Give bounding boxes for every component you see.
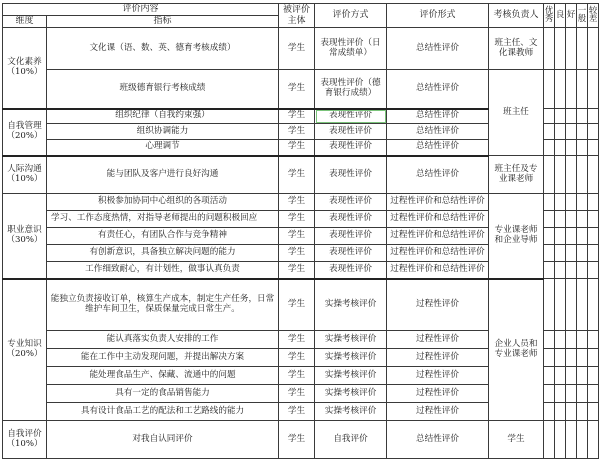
grade-cell[interactable] <box>588 156 599 194</box>
grade-cell[interactable] <box>577 421 588 459</box>
grade-cell[interactable] <box>577 70 588 109</box>
grade-cell[interactable] <box>566 70 577 109</box>
grade-cell[interactable] <box>544 331 555 349</box>
form-cell: 过程性评价和总结性评价 <box>387 194 489 211</box>
grade-cell[interactable] <box>555 228 566 245</box>
grade-cell[interactable] <box>577 279 588 331</box>
grade-cell[interactable] <box>588 70 599 109</box>
grade-cell[interactable] <box>555 262 566 279</box>
indicator-cell: 能独立负责接收订单，核算生产成本，制定生产任务，日常维护车间卫生，保质保量完成日常生产。 <box>47 279 279 331</box>
indicator-cell: 文化课（语、数、英、德育考核成绩） <box>47 28 279 70</box>
grade-excellent: 优秀 <box>544 4 554 24</box>
subject-cell: 学生 <box>279 385 315 403</box>
grade-cell[interactable] <box>555 109 566 124</box>
grade-cell[interactable] <box>566 262 577 279</box>
form-cell: 总结性评价 <box>387 140 489 156</box>
grade-cell[interactable] <box>577 211 588 228</box>
grade-cell[interactable] <box>577 156 588 194</box>
grade-cell[interactable] <box>544 70 555 109</box>
indicator-cell: 心理调节 <box>47 140 279 156</box>
header-subject: 被评价主体 <box>279 4 315 28</box>
grade-cell[interactable] <box>588 211 599 228</box>
indicator-cell: 学习、工作态度热情，对指导老师提出的问题积极回应 <box>47 211 279 228</box>
header-dimension: 维度 <box>3 16 47 28</box>
method-cell: 表现性评价 <box>315 211 387 228</box>
grade-cell[interactable] <box>566 228 577 245</box>
indicator-cell: 工作细致耐心，有计划性，做事认真负责 <box>47 262 279 279</box>
form-cell: 过程性评价 <box>387 385 489 403</box>
grade-cell[interactable] <box>566 124 577 140</box>
grade-cell[interactable] <box>566 156 577 194</box>
method-cell: 实操考核评价 <box>315 403 387 421</box>
grade-cell[interactable] <box>555 367 566 385</box>
grade-cell[interactable] <box>566 211 577 228</box>
indicator-cell: 能在工作中主动发现问题，并提出解决方案 <box>47 349 279 367</box>
grade-cell[interactable] <box>577 367 588 385</box>
grade-cell[interactable] <box>544 228 555 245</box>
grade-cell[interactable] <box>555 140 566 156</box>
indicator-cell: 能处理食品生产、保藏、流通中的问题 <box>47 367 279 385</box>
grade-cell[interactable] <box>555 194 566 211</box>
form-cell: 总结性评价 <box>387 109 489 124</box>
method-cell: 表现性评价 <box>315 194 387 211</box>
grade-cell[interactable] <box>566 403 577 421</box>
grade-cell[interactable] <box>544 109 555 124</box>
evaluation-table <box>2 3 599 459</box>
evaluation-sheet <box>2 3 598 473</box>
grade-cell[interactable] <box>588 331 599 349</box>
grade-average: 一般 <box>577 4 587 24</box>
method-cell: 表现性评价 <box>315 124 387 140</box>
indicator-cell: 能与团队及客户进行良好沟通 <box>47 156 279 194</box>
responsible-interpersonal: 班主任及专业课老师 <box>489 156 544 194</box>
dimension-self: 自我管理（20%） <box>3 109 47 156</box>
subject-cell: 学生 <box>279 28 315 70</box>
grade-cell[interactable] <box>588 245 599 262</box>
grade-cell[interactable] <box>566 194 577 211</box>
dimension-culture: 文化素养（10%） <box>3 28 47 109</box>
grade-cell[interactable] <box>588 262 599 279</box>
grade-cell[interactable] <box>588 385 599 403</box>
method-cell: 表现性评价 <box>315 245 387 262</box>
form-cell: 过程性评价和总结性评价 <box>387 228 489 245</box>
grade-cell[interactable] <box>555 124 566 140</box>
grade-cell[interactable] <box>566 28 577 70</box>
responsible-student: 学生 <box>489 421 544 459</box>
form-cell: 过程性评价和总结性评价 <box>387 245 489 262</box>
grade-cell[interactable] <box>577 140 588 156</box>
grade-cell[interactable] <box>588 228 599 245</box>
responsible-prof-awareness: 专业课老师和企业导师 <box>489 194 544 279</box>
header-indicator: 指标 <box>47 16 279 28</box>
grade-cell[interactable] <box>588 349 599 367</box>
grade-cell[interactable] <box>577 349 588 367</box>
indicator-cell: 有责任心，有团队合作与竞争精神 <box>47 228 279 245</box>
grade-cell[interactable] <box>577 28 588 70</box>
subject-cell: 学生 <box>279 228 315 245</box>
form-cell: 过程性评价 <box>387 367 489 385</box>
method-cell: 表现性评价 <box>315 156 387 194</box>
grade-cell[interactable] <box>566 421 577 459</box>
grade-cell[interactable] <box>555 279 566 331</box>
grade-cell[interactable] <box>588 194 599 211</box>
grade-cell[interactable] <box>588 279 599 331</box>
indicator-cell: 积极参加协同中心组织的各项活动 <box>47 194 279 211</box>
subject-cell: 学生 <box>279 211 315 228</box>
grade-cell[interactable] <box>566 385 577 403</box>
form-cell: 过程性评价和总结性评价 <box>387 262 489 279</box>
grade-cell[interactable] <box>588 124 599 140</box>
grade-cell[interactable] <box>577 331 588 349</box>
subject-cell: 学生 <box>279 194 315 211</box>
method-cell-selected[interactable]: 表现性评价 <box>315 109 387 124</box>
form-cell: 过程性评价和总结性评价 <box>387 211 489 228</box>
form-cell: 过程性评价 <box>387 279 489 331</box>
dimension-self-eval: 自我评价（10%） <box>3 421 47 459</box>
form-cell: 总结性评价 <box>387 156 489 194</box>
form-cell: 过程性评价 <box>387 331 489 349</box>
grade-cell[interactable] <box>588 140 599 156</box>
grade-cell[interactable] <box>544 349 555 367</box>
grade-cell[interactable] <box>588 403 599 421</box>
header-responsible: 考核负责人 <box>489 4 544 28</box>
method-cell: 实操考核评价 <box>315 385 387 403</box>
grade-cell[interactable] <box>577 403 588 421</box>
subject-cell: 学生 <box>279 279 315 331</box>
grade-cell[interactable] <box>588 421 599 459</box>
grade-cell[interactable] <box>555 385 566 403</box>
grade-cell[interactable] <box>577 385 588 403</box>
indicator-cell: 对我自认同评价 <box>47 421 279 459</box>
grade-cell[interactable] <box>555 70 566 109</box>
grade-cell[interactable] <box>588 367 599 385</box>
dimension-professional-awareness: 职业意识（30%） <box>3 194 47 279</box>
method-cell: 表现性评价 <box>315 228 387 245</box>
grade-cell[interactable] <box>555 403 566 421</box>
form-cell: 总结性评价 <box>387 70 489 109</box>
subject-cell: 学生 <box>279 367 315 385</box>
indicator-cell: 组织纪律（自我约束强） <box>47 109 279 124</box>
grade-cell[interactable] <box>566 140 577 156</box>
grade-cell[interactable] <box>544 140 555 156</box>
grade-cell[interactable] <box>577 194 588 211</box>
grade-good: 良 <box>555 9 565 20</box>
grade-cell[interactable] <box>544 403 555 421</box>
subject-cell: 学生 <box>279 124 315 140</box>
grade-cell[interactable] <box>544 245 555 262</box>
indicator-cell: 班级德育银行考核成绩 <box>47 70 279 109</box>
grade-cell[interactable] <box>566 367 577 385</box>
grade-cell[interactable] <box>544 367 555 385</box>
method-cell: 实操考核评价 <box>315 367 387 385</box>
subject-cell: 学生 <box>279 140 315 156</box>
method-cell: 表现性评价 <box>315 262 387 279</box>
grade-cell[interactable] <box>544 194 555 211</box>
grade-cell[interactable] <box>566 109 577 124</box>
grade-cell[interactable] <box>544 211 555 228</box>
grade-poor: 较差 <box>588 4 598 24</box>
grade-cell[interactable] <box>555 349 566 367</box>
grade-cell[interactable] <box>555 331 566 349</box>
grade-cell[interactable] <box>555 211 566 228</box>
subject-cell: 学生 <box>279 156 315 194</box>
indicator-cell: 组织协调能力 <box>47 124 279 140</box>
grade-cell[interactable] <box>588 28 599 70</box>
grade-cell[interactable] <box>544 279 555 331</box>
grade-cell[interactable] <box>588 109 599 124</box>
method-cell: 表现性评价（德育银行成绩） <box>315 70 387 109</box>
subject-cell: 学生 <box>279 70 315 109</box>
form-cell: 总结性评价 <box>387 28 489 70</box>
form-cell: 总结性评价 <box>387 124 489 140</box>
grade-cell[interactable] <box>577 109 588 124</box>
grade-cell[interactable] <box>544 421 555 459</box>
indicator-cell: 具有设计食品工艺的配法和工艺路线的能力 <box>47 403 279 421</box>
method-cell: 实操考核评价 <box>315 331 387 349</box>
grade-cell[interactable] <box>577 262 588 279</box>
dimension-interpersonal: 人际沟通（10%） <box>3 156 47 194</box>
header-form: 评价形式 <box>387 4 489 28</box>
grade-cell[interactable] <box>577 124 588 140</box>
responsible-enterprise: 企业人员和专业课老师 <box>489 279 544 421</box>
grade-cell[interactable] <box>566 279 577 331</box>
subject-cell: 学生 <box>279 349 315 367</box>
subject-cell: 学生 <box>279 109 315 124</box>
grade-cell[interactable] <box>555 156 566 194</box>
responsible-head-teacher: 班主任 <box>489 70 544 156</box>
subject-cell: 学生 <box>279 331 315 349</box>
subject-cell: 学生 <box>279 421 315 459</box>
method-cell: 表现性评价 <box>315 140 387 156</box>
method-cell: 实操考核评价 <box>315 279 387 331</box>
grade-cell[interactable] <box>544 124 555 140</box>
header-method: 评价方式 <box>315 4 387 28</box>
grade-cell[interactable] <box>544 385 555 403</box>
grade-cell[interactable] <box>566 245 577 262</box>
grade-cell[interactable] <box>566 331 577 349</box>
header-content: 评价内容 <box>3 4 279 16</box>
indicator-cell: 具有一定的食品销售能力 <box>47 385 279 403</box>
grade-cell[interactable] <box>555 421 566 459</box>
grade-fine: 好 <box>566 9 576 20</box>
grade-cell[interactable] <box>555 28 566 70</box>
subject-cell: 学生 <box>279 245 315 262</box>
indicator-cell: 有创新意识，具备独立解决问题的能力 <box>47 245 279 262</box>
subject-cell: 学生 <box>279 403 315 421</box>
grade-cell[interactable] <box>555 245 566 262</box>
grade-cell[interactable] <box>544 262 555 279</box>
method-cell: 表现性评价（日常成绩单） <box>315 28 387 70</box>
method-cell: 实操考核评价 <box>315 349 387 367</box>
grade-cell[interactable] <box>577 245 588 262</box>
responsible-culture: 班主任、文化课教师 <box>489 28 544 70</box>
grade-cell[interactable] <box>544 156 555 194</box>
subject-cell: 学生 <box>279 262 315 279</box>
method-cell: 自我评价 <box>315 421 387 459</box>
grade-cell[interactable] <box>577 228 588 245</box>
grade-cell[interactable] <box>566 349 577 367</box>
form-cell: 总结性评价 <box>387 421 489 459</box>
grade-cell[interactable] <box>544 28 555 70</box>
dimension-professional-knowledge: 专业知识（20%） <box>3 279 47 421</box>
form-cell: 过程性评价 <box>387 349 489 367</box>
form-cell: 过程性评价 <box>387 403 489 421</box>
indicator-cell: 能认真落实负责人安排的工作 <box>47 331 279 349</box>
